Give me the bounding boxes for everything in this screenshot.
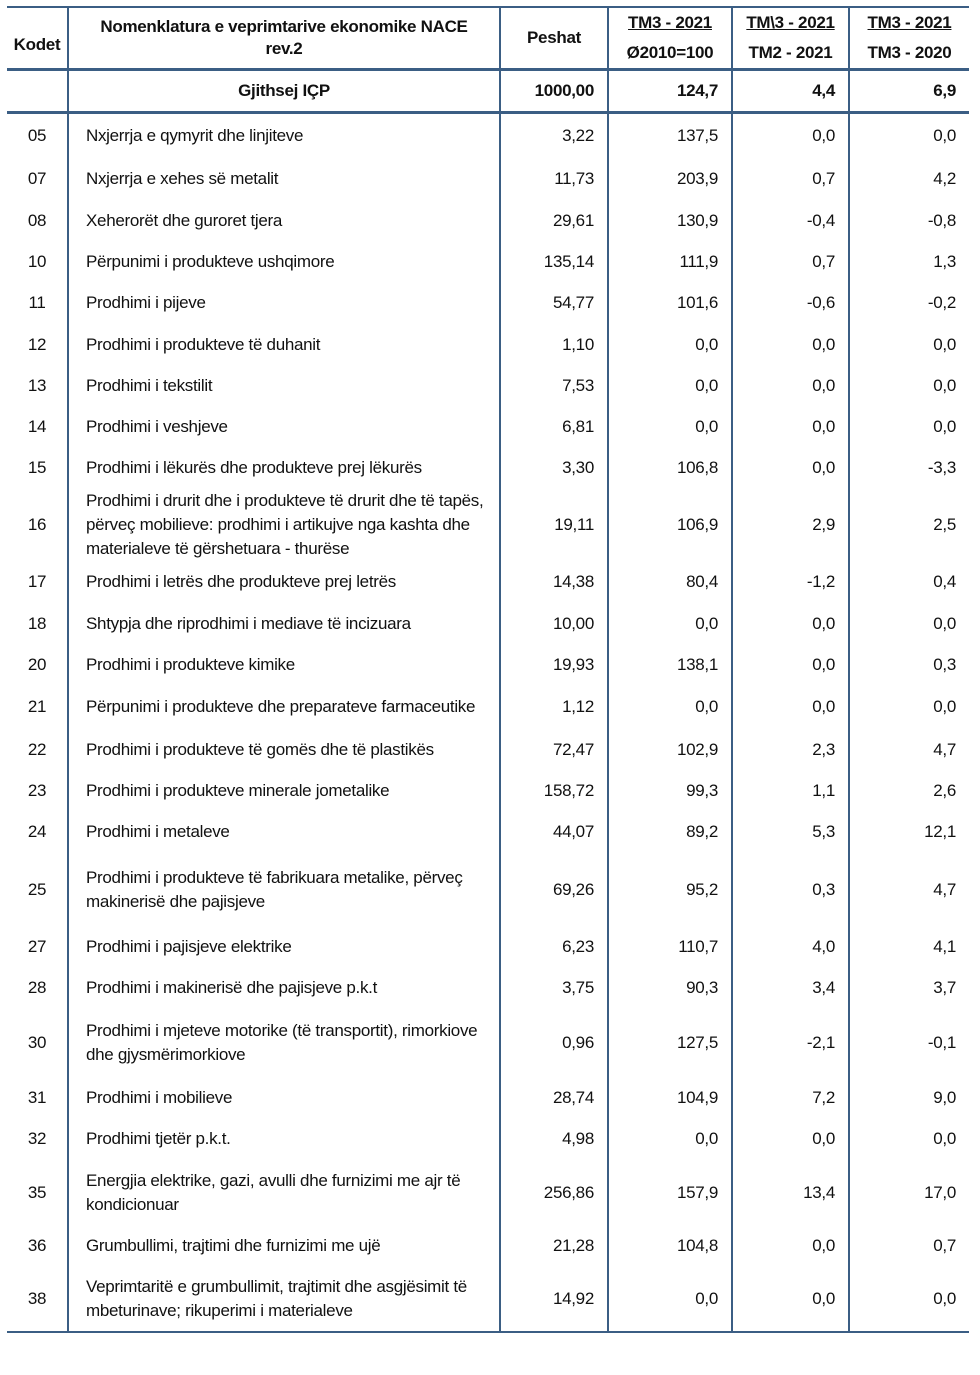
row-yoy-change: 0,0 <box>933 125 956 145</box>
row-qoq-change: 0,0 <box>732 1118 849 1160</box>
row-code: 21 <box>7 685 68 729</box>
table-row <box>7 489 969 561</box>
row-index: 111,9 <box>608 241 732 282</box>
row-qoq-change: 0,0 <box>732 406 849 447</box>
row-weight: 6,23 <box>500 926 608 967</box>
row-code: 13 <box>7 365 68 406</box>
row-weight: 1,12 <box>500 685 608 729</box>
row-qoq-change: 0,7 <box>732 241 849 282</box>
header-description-line1: Nomenklatura e veprimtarive ekonomike NACE <box>100 16 468 36</box>
header-code: Kodet <box>7 7 68 69</box>
row-yoy-change: 0,0 <box>933 375 956 395</box>
row-index: 0,0 <box>608 1267 732 1332</box>
row-description: Prodhimi i mobilieve <box>68 1077 500 1118</box>
row-weight: 3,30 <box>500 447 608 489</box>
row-yoy-change: 0,4 <box>933 572 956 591</box>
row-yoy-change: 0,3 <box>933 654 956 674</box>
table-row <box>7 365 969 406</box>
row-index: 110,7 <box>608 926 732 967</box>
row-yoy-change: 1,3 <box>933 251 956 271</box>
row-qoq-change: 4,0 <box>732 926 849 967</box>
row-weight: 19,93 <box>500 644 608 685</box>
row-weight: 14,38 <box>500 561 608 603</box>
header-yoy-top: TM3 - 2021 <box>849 7 969 38</box>
row-index: 0,0 <box>608 1118 732 1160</box>
total-weight: 1000,00 <box>500 69 608 112</box>
row-description: Prodhimi i letrës dhe produkteve prej letrës <box>68 561 500 603</box>
row-yoy-change: 17,0 <box>924 1182 956 1202</box>
row-code: 22 <box>7 729 68 770</box>
row-description: Prodhimi i mjeteve motorike (të transportit), rimorkiove dhe gjysmërimorkiove <box>68 1008 500 1077</box>
header-qoq-top: TM\3 - 2021 <box>732 7 849 38</box>
row-code: 23 <box>7 770 68 811</box>
row-index: 0,0 <box>608 365 732 406</box>
table-row <box>7 853 969 926</box>
row-index: 0,0 <box>608 685 732 729</box>
row-qoq-change: 3,4 <box>732 967 849 1008</box>
table-row <box>7 561 969 603</box>
row-yoy-change: 4,2 <box>933 169 956 188</box>
row-weight: 72,47 <box>500 729 608 770</box>
row-yoy-change: 0,7 <box>933 1236 956 1255</box>
table-row <box>7 603 969 644</box>
row-qoq-change: 0,3 <box>732 853 849 926</box>
table-row <box>7 1077 969 1118</box>
row-index: 130,9 <box>608 200 732 241</box>
row-qoq-change: 13,4 <box>732 1160 849 1225</box>
row-code: 16 <box>7 489 68 561</box>
row-weight: 69,26 <box>500 853 608 926</box>
header-yoy-bottom: TM3 - 2020 <box>849 38 969 69</box>
total-label: Gjithsej IÇP <box>68 69 500 112</box>
table-row <box>7 158 969 200</box>
table-row <box>7 967 969 1008</box>
table-row <box>7 1267 969 1332</box>
row-weight: 0,96 <box>500 1008 608 1077</box>
row-description: Prodhimi i drurit dhe i produkteve të drurit dhe të tapës, përveç mobilieve: prodhimi i artikujve nga kashta dhe materialeve të gërshetuara - thurëse <box>68 489 500 561</box>
row-qoq-change: 5,3 <box>732 811 849 853</box>
row-description: Prodhimi i produkteve minerale jometalike <box>68 770 500 811</box>
table-row <box>7 112 969 158</box>
row-yoy-change: 4,7 <box>933 739 956 759</box>
table-row <box>7 447 969 489</box>
table-row <box>7 926 969 967</box>
row-weight: 1,10 <box>500 324 608 365</box>
row-description: Prodhimi i produkteve të fabrikuara metalike, përveç makinerisë dhe pajisjeve <box>68 853 500 926</box>
row-index: 104,9 <box>608 1077 732 1118</box>
row-index: 157,9 <box>608 1160 732 1225</box>
row-qoq-change: 0,0 <box>732 644 849 685</box>
header-index-bottom: Ø2010=100 <box>608 38 732 69</box>
row-index: 104,8 <box>608 1225 732 1267</box>
row-index: 99,3 <box>608 770 732 811</box>
row-yoy-change: 12,1 <box>924 822 956 841</box>
row-qoq-change: -1,2 <box>732 561 849 603</box>
row-code: 11 <box>7 282 68 324</box>
row-qoq-change: -0,6 <box>732 282 849 324</box>
row-description: Prodhimi i makinerisë dhe pajisjeve p.k.t <box>68 967 500 1008</box>
row-description: Shtypja dhe riprodhimi i mediave të incizuara <box>68 603 500 644</box>
row-code: 14 <box>7 406 68 447</box>
row-code: 15 <box>7 447 68 489</box>
table-row <box>7 406 969 447</box>
row-weight: 54,77 <box>500 282 608 324</box>
row-index: 127,5 <box>608 1008 732 1077</box>
row-weight: 135,14 <box>500 241 608 282</box>
row-index: 90,3 <box>608 967 732 1008</box>
table-row <box>7 1118 969 1160</box>
row-description: Energjia elektrike, gazi, avulli dhe furnizimi me ajr të kondicionuar <box>68 1160 500 1225</box>
row-index: 137,5 <box>608 112 732 158</box>
table-row <box>7 811 969 853</box>
table-row <box>7 324 969 365</box>
row-description: Prodhimi i tekstilit <box>68 365 500 406</box>
table-row <box>7 1225 969 1267</box>
row-code: 27 <box>7 926 68 967</box>
row-code: 20 <box>7 644 68 685</box>
row-weight: 7,53 <box>500 365 608 406</box>
row-yoy-change: 0,0 <box>849 1267 969 1332</box>
row-code: 08 <box>7 200 68 241</box>
row-weight: 158,72 <box>500 770 608 811</box>
row-index: 106,8 <box>608 447 732 489</box>
row-weight: 6,81 <box>500 406 608 447</box>
row-description: Xeherorët dhe guroret tjera <box>68 200 500 241</box>
row-yoy-change: 9,0 <box>933 1087 956 1107</box>
row-code: 25 <box>7 853 68 926</box>
total-index: 124,7 <box>608 69 732 112</box>
row-description: Prodhimi tjetër p.k.t. <box>68 1118 500 1160</box>
row-code: 18 <box>7 603 68 644</box>
row-code: 35 <box>7 1160 68 1225</box>
row-qoq-change: -0,4 <box>732 200 849 241</box>
table-row <box>7 1160 969 1225</box>
row-description: Grumbullimi, trajtimi dhe furnizimi me ujë <box>68 1225 500 1267</box>
table-row <box>7 1008 969 1077</box>
row-index: 203,9 <box>608 158 732 200</box>
row-weight: 4,98 <box>500 1118 608 1160</box>
row-description: Prodhimi i produkteve të duhanit <box>68 324 500 365</box>
table-row <box>7 200 969 241</box>
row-description: Nxjerrja e xehes së metalit <box>68 158 500 200</box>
row-qoq-change: 0,0 <box>732 1267 849 1332</box>
row-qoq-change: 0,0 <box>732 603 849 644</box>
row-weight: 21,28 <box>500 1225 608 1267</box>
header-description <box>68 7 500 69</box>
row-yoy-change: -0,2 <box>927 293 956 312</box>
row-weight: 14,92 <box>500 1267 608 1332</box>
row-index: 0,0 <box>608 324 732 365</box>
row-index: 138,1 <box>608 644 732 685</box>
row-qoq-change: 0,0 <box>732 365 849 406</box>
row-code: 31 <box>7 1077 68 1118</box>
row-weight: 3,75 <box>500 967 608 1008</box>
row-yoy-change: 2,5 <box>933 515 956 534</box>
header-weight: Peshat <box>500 7 608 69</box>
table-row <box>7 282 969 324</box>
row-index: 89,2 <box>608 811 732 853</box>
table-row <box>7 241 969 282</box>
row-qoq-change: 0,0 <box>732 324 849 365</box>
row-yoy-change: 0,0 <box>933 613 956 633</box>
row-code: 28 <box>7 967 68 1008</box>
row-code: 07 <box>7 158 68 200</box>
row-code: 30 <box>7 1008 68 1077</box>
row-yoy-change: 0,0 <box>933 334 956 354</box>
table-row <box>7 644 969 685</box>
header-qoq-bottom: TM2 - 2021 <box>732 38 849 69</box>
row-description: Përpunimi i produkteve dhe preparateve farmaceutike <box>68 685 500 729</box>
row-yoy-change: 2,6 <box>933 780 956 800</box>
row-yoy-change: 0,0 <box>933 416 956 436</box>
row-yoy-change: -0,8 <box>927 210 956 230</box>
row-code: 24 <box>7 811 68 853</box>
row-weight: 28,74 <box>500 1077 608 1118</box>
row-code: 36 <box>7 1225 68 1267</box>
row-yoy-change: -3,3 <box>927 458 956 477</box>
row-code: 12 <box>7 324 68 365</box>
row-index: 0,0 <box>608 603 732 644</box>
row-qoq-change: 0,7 <box>732 158 849 200</box>
row-description: Prodhimi i produkteve kimike <box>68 644 500 685</box>
row-qoq-change: 0,0 <box>732 1225 849 1267</box>
table-row <box>7 729 969 770</box>
row-code: 32 <box>7 1118 68 1160</box>
row-index: 80,4 <box>608 561 732 603</box>
row-index: 101,6 <box>608 282 732 324</box>
ppi-table <box>7 6 969 1333</box>
row-index: 0,0 <box>608 406 732 447</box>
row-yoy-change: 0,0 <box>933 1129 956 1148</box>
row-code: 17 <box>7 561 68 603</box>
table-row <box>7 770 969 811</box>
row-weight: 11,73 <box>500 158 608 200</box>
row-weight: 3,22 <box>500 112 608 158</box>
row-description: Veprimtaritë e grumbullimit, trajtimit dhe asgjësimit të mbeturinave; rikuperimi i materialeve <box>68 1267 500 1332</box>
row-qoq-change: 0,0 <box>732 685 849 729</box>
row-yoy-change: -0,1 <box>927 1032 956 1052</box>
row-description: Përpunimi i produkteve ushqimore <box>68 241 500 282</box>
row-description: Prodhimi i lëkurës dhe produkteve prej lëkurës <box>68 447 500 489</box>
total-yoy: 6,9 <box>849 69 969 112</box>
header-index-top: TM3 - 2021 <box>608 7 732 38</box>
row-description: Prodhimi i veshjeve <box>68 406 500 447</box>
row-description: Prodhimi i pijeve <box>68 282 500 324</box>
row-weight: 256,86 <box>500 1160 608 1225</box>
row-yoy-change: 0,0 <box>933 697 956 716</box>
row-yoy-change: 4,1 <box>933 936 956 956</box>
row-qoq-change: 0,0 <box>732 112 849 158</box>
row-weight: 19,11 <box>500 489 608 561</box>
row-qoq-change: 7,2 <box>732 1077 849 1118</box>
row-qoq-change: 2,9 <box>732 489 849 561</box>
row-index: 95,2 <box>608 853 732 926</box>
row-index: 102,9 <box>608 729 732 770</box>
row-weight: 10,00 <box>500 603 608 644</box>
row-qoq-change: -2,1 <box>732 1008 849 1077</box>
row-description: Nxjerrja e qymyrit dhe linjiteve <box>68 112 500 158</box>
row-code: 38 <box>7 1267 68 1332</box>
row-description: Prodhimi i metaleve <box>68 811 500 853</box>
total-qoq: 4,4 <box>732 69 849 112</box>
row-description: Prodhimi i produkteve të gomës dhe të plastikës <box>68 729 500 770</box>
row-qoq-change: 1,1 <box>732 770 849 811</box>
row-yoy-change: 4,7 <box>933 879 956 899</box>
row-yoy-change: 3,7 <box>933 977 956 997</box>
row-description: Prodhimi i pajisjeve elektrike <box>68 926 500 967</box>
row-index: 106,9 <box>608 489 732 561</box>
row-weight: 44,07 <box>500 811 608 853</box>
row-code: 10 <box>7 241 68 282</box>
total-row <box>7 69 969 112</box>
row-qoq-change: 2,3 <box>732 729 849 770</box>
row-weight: 29,61 <box>500 200 608 241</box>
row-qoq-change: 0,0 <box>732 447 849 489</box>
header-description-line2: rev.2 <box>265 38 303 58</box>
total-code-cell <box>7 69 68 112</box>
table-row <box>7 685 969 729</box>
row-code: 05 <box>7 112 68 158</box>
